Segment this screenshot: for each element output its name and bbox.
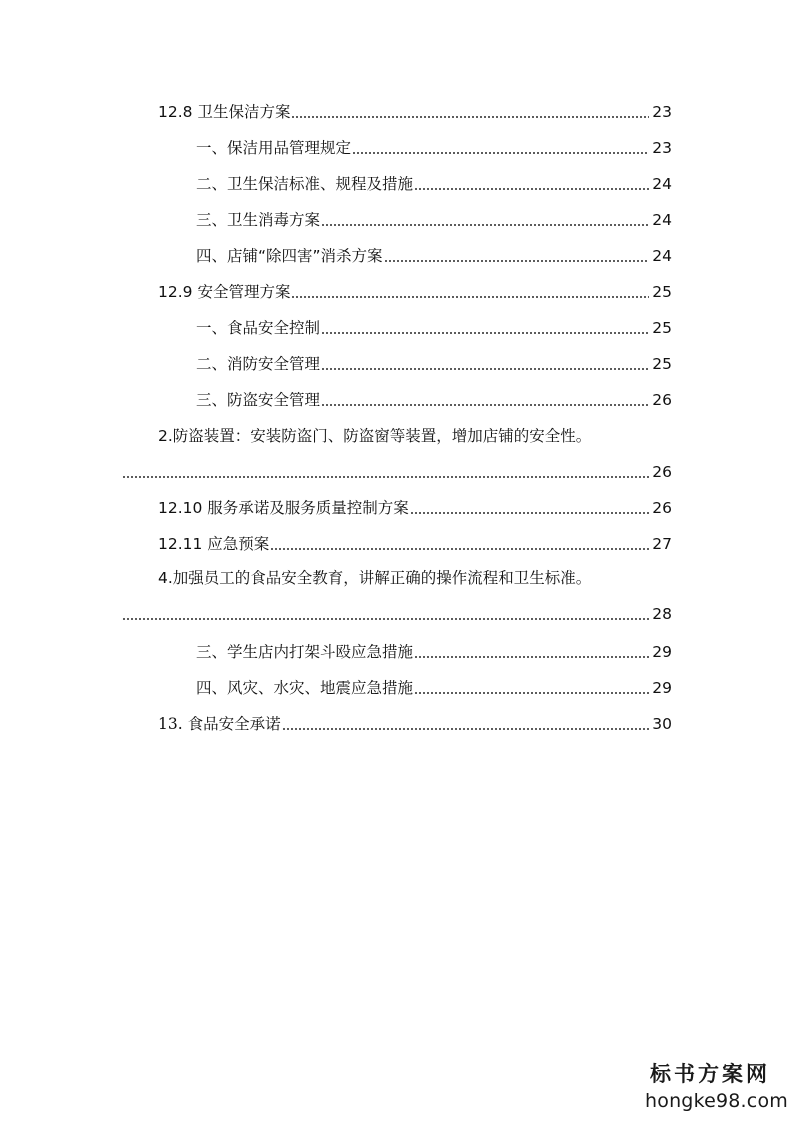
toc-entry-page: 29	[652, 643, 672, 661]
toc-entry[interactable]	[0, 276, 793, 302]
toc-leader-dots	[291, 295, 649, 299]
watermark-name: 标书方案网	[650, 1061, 770, 1086]
toc-entry[interactable]	[0, 492, 793, 518]
toc-entry[interactable]	[0, 312, 793, 338]
toc-entry[interactable]	[0, 636, 793, 662]
toc-leader-dots	[352, 151, 649, 155]
toc-entry-page: 23	[652, 103, 672, 121]
toc-entry[interactable]	[0, 384, 793, 410]
toc-leader-dots	[384, 259, 649, 263]
toc-leader-dots	[270, 547, 649, 551]
toc-entry-page: 28	[652, 605, 672, 623]
toc-entry[interactable]	[0, 204, 793, 230]
toc-entry[interactable]	[0, 240, 793, 266]
toc-entry-page: 24	[652, 175, 672, 193]
toc-entry[interactable]	[0, 132, 793, 158]
toc-leader-dots	[122, 617, 649, 621]
toc-leader-dots	[414, 655, 649, 659]
toc-entry[interactable]	[0, 168, 793, 194]
toc-entry-title: 三、卫生消毒方案	[196, 211, 321, 229]
toc-entry-title: 四、店铺“除四害”消杀方案	[196, 247, 383, 265]
toc-entry-title: 二、消防安全管理	[196, 355, 321, 373]
toc-entry-continuation[interactable]	[0, 598, 793, 624]
toc-entry-title: 四、风灾、水灾、地震应急措施	[196, 679, 414, 697]
toc-entry-title: 一、食品安全控制	[196, 319, 321, 337]
toc-leader-dots	[414, 187, 649, 191]
toc-entry[interactable]	[0, 708, 793, 734]
toc-leader-dots	[321, 367, 649, 371]
toc-leader-dots	[414, 691, 649, 695]
toc-entry[interactable]	[0, 348, 793, 374]
toc-leader-dots	[291, 115, 649, 119]
toc-entry-title: 三、学生店内打架斗殴应急措施	[196, 643, 414, 661]
toc-entry[interactable]	[0, 96, 793, 122]
toc-entry-title: 三、防盗安全管理	[196, 391, 321, 409]
toc-entry-title[interactable]: 2.防盗装置：安装防盗门、防盗窗等装置，增加店铺的安全性。	[158, 427, 592, 445]
toc-entry-page: 25	[652, 319, 672, 337]
toc-entry[interactable]	[0, 528, 793, 554]
toc-entry-page: 26	[652, 391, 672, 409]
toc-entry-page: 30	[652, 715, 672, 733]
watermark-url: hongke98.com	[645, 1090, 788, 1112]
toc-entry-page: 25	[652, 283, 672, 301]
toc-leader-dots	[321, 223, 649, 227]
toc-entry-continuation[interactable]	[0, 456, 793, 482]
toc-leader-dots	[321, 403, 649, 407]
toc-entry-title: 12.9 安全管理方案	[158, 283, 291, 301]
toc-entry-title: 12.10 服务承诺及服务质量控制方案	[158, 499, 409, 517]
toc-entry-page: 26	[652, 463, 672, 481]
toc-entry-page: 25	[652, 355, 672, 373]
toc-entry-title: 12.11 应急预案	[158, 535, 270, 553]
toc-entry-page: 24	[652, 211, 672, 229]
watermark-logo	[645, 1058, 788, 1112]
toc-leader-dots	[282, 727, 649, 731]
toc-leader-dots	[410, 511, 649, 515]
toc-entry-page: 26	[652, 499, 672, 517]
toc-entry-title: 12.8 卫生保洁方案	[158, 103, 291, 121]
toc-leader-dots	[122, 475, 649, 479]
toc-entry-title: 一、保洁用品管理规定	[196, 139, 352, 157]
toc-entry-title[interactable]: 4.加强员工的食品安全教育，讲解正确的操作流程和卫生标准。	[158, 569, 592, 587]
toc-entry-title: 13. 食品安全承诺	[158, 715, 281, 733]
toc-entry-page: 27	[652, 535, 672, 553]
toc-entry[interactable]	[0, 672, 793, 698]
toc-entry-page: 24	[652, 247, 672, 265]
toc-entry-page: 29	[652, 679, 672, 697]
toc-leader-dots	[321, 331, 649, 335]
toc-entry-page: 23	[652, 139, 672, 157]
toc-entry-title: 二、卫生保洁标准、规程及措施	[196, 175, 414, 193]
